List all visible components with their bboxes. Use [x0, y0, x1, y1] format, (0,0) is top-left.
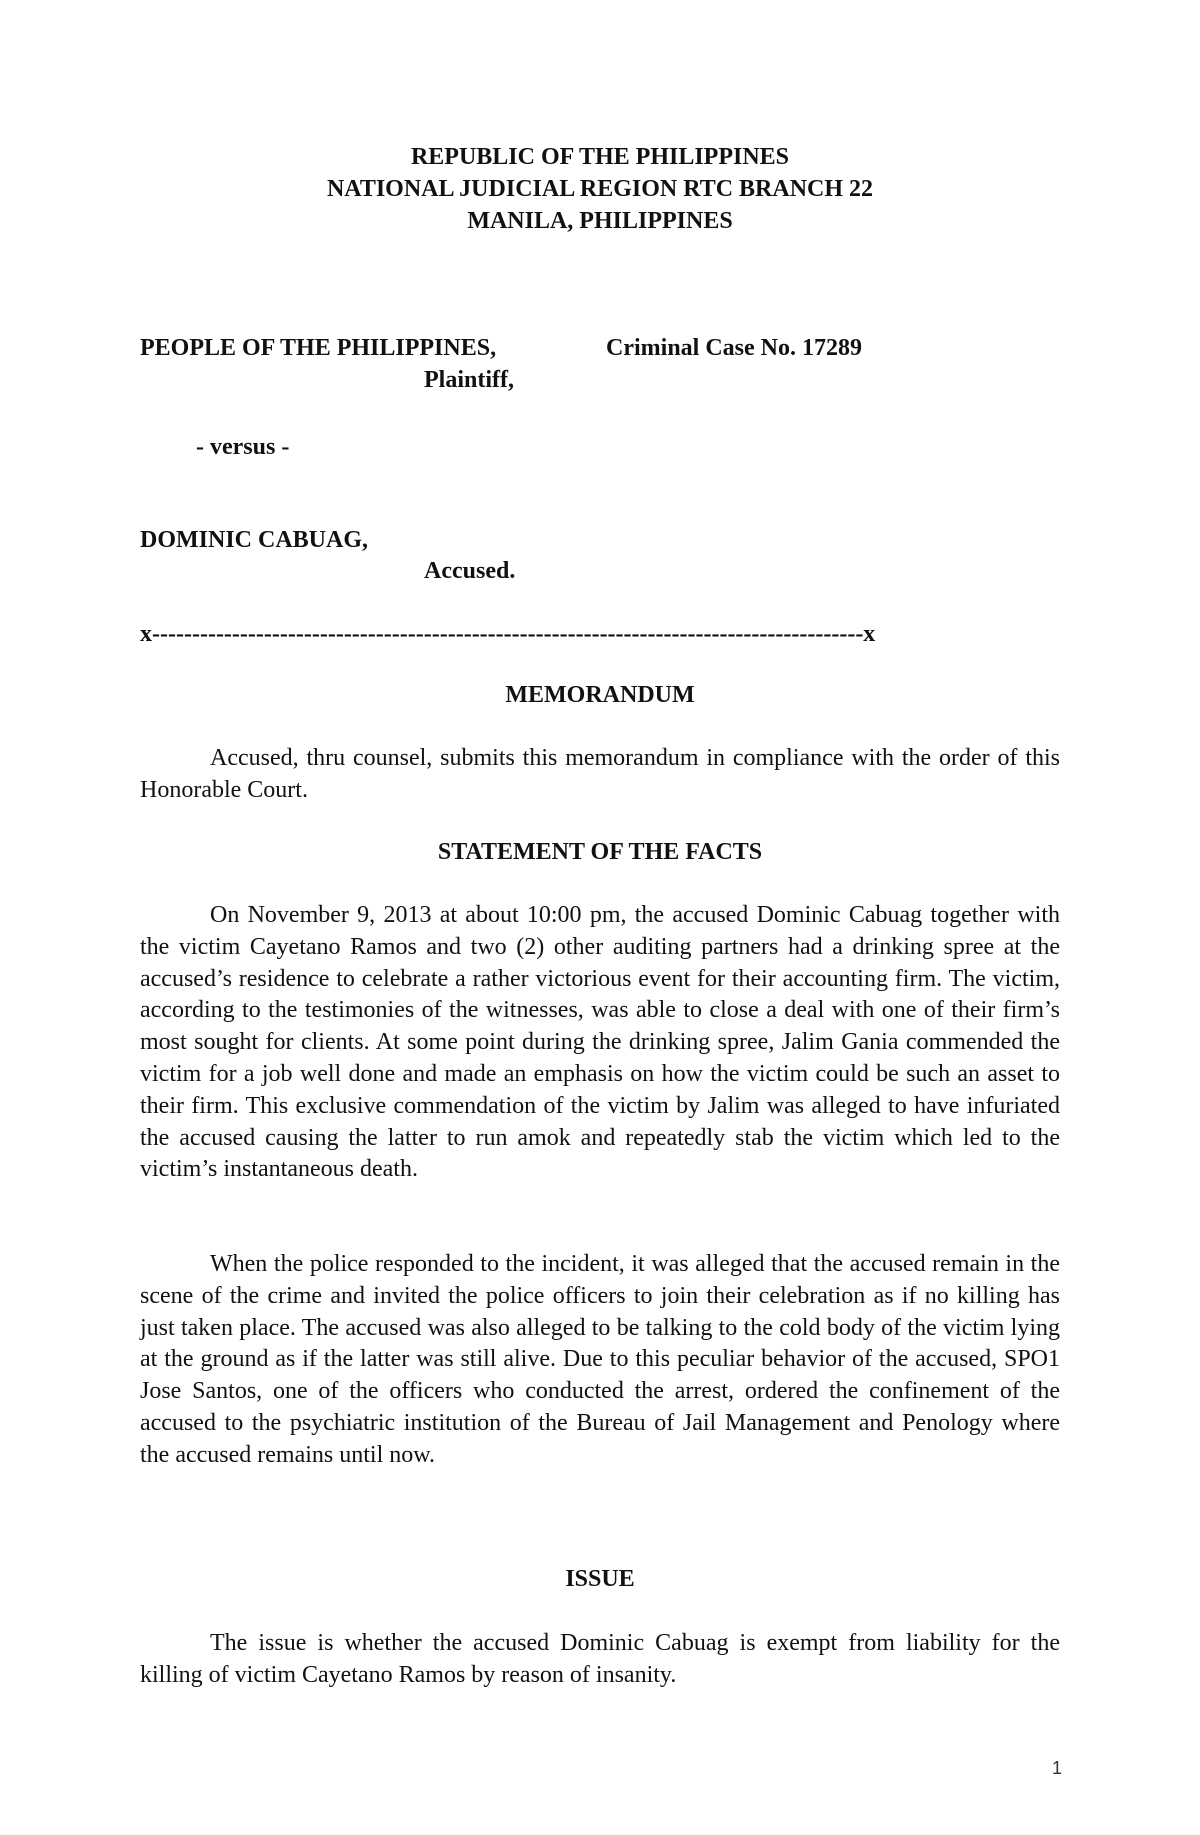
- issue-heading: ISSUE: [565, 1566, 635, 1592]
- intro-paragraph: Accused, thru counsel, submits this memorandum in compliance with the order of this Honorable Court.: [140, 745, 1060, 803]
- header-location: MANILA, PHILIPPINES: [467, 208, 733, 234]
- page-number: 1: [1052, 1758, 1063, 1778]
- document-title: MEMORANDUM: [505, 682, 695, 708]
- header-republic: REPUBLIC OF THE PHILIPPINES: [410, 144, 790, 170]
- case-number: Criminal Case No. 17289: [606, 335, 862, 361]
- accused-name: DOMINIC CABUAG,: [140, 527, 368, 553]
- versus-label: - versus -: [196, 434, 290, 460]
- caption-divider: x-----------------------------------------------------------------------------------------x: [140, 621, 876, 647]
- plaintiff-name: PEOPLE OF THE PHILIPPINES,: [140, 335, 497, 361]
- accused-role: Accused.: [424, 558, 516, 584]
- plaintiff-role: Plaintiff,: [424, 367, 514, 393]
- issue-paragraph: The issue is whether the accused Dominic Cabuag is exempt from liability for the killing of victim Cayetano Ramos by reason of insanity.: [140, 1630, 1060, 1688]
- facts-paragraph-2: When the police responded to the incident, it was alleged that the accused remain in the scene of the crime and invited the police officers to join their celebration as if no killing has just taken place. The accused was also alleged to be talking to the cold body of the victim lying at the ground as if the latter was still alive. Due to this peculiar behavior of the accused, SPO1 Jose Santos, one of the officers who conducted the arrest, ordered the confinement of the accused to the psychiatric institution of the Bureau of Jail Management and Penology where the accused remains until now.: [140, 1251, 1060, 1468]
- header-court-branch: NATIONAL JUDICIAL REGION RTC BRANCH 22: [326, 176, 874, 202]
- facts-paragraph-1: On November 9, 2013 at about 10:00 pm, the accused Dominic Cabuag together with the victim Cayetano Ramos and two (2) other auditing partners had a drinking spree at the accused’s residence to celebrate a rather victorious event for their accounting firm. The victim, according to the testimonies of the witnesses, was able to close a deal with one of their firm’s most sought for clients. At some point during the drinking spree, Jalim Gania commended the victim for a job well done and made an emphasis on how the victim could be such an asset to their firm. This exclusive commendation of the victim by Jalim was alleged to have infuriated the accused causing the latter to run amok and repeatedly stab the victim which led to the victim’s instantaneous death.: [140, 902, 1060, 1183]
- facts-heading: STATEMENT OF THE FACTS: [437, 839, 763, 865]
